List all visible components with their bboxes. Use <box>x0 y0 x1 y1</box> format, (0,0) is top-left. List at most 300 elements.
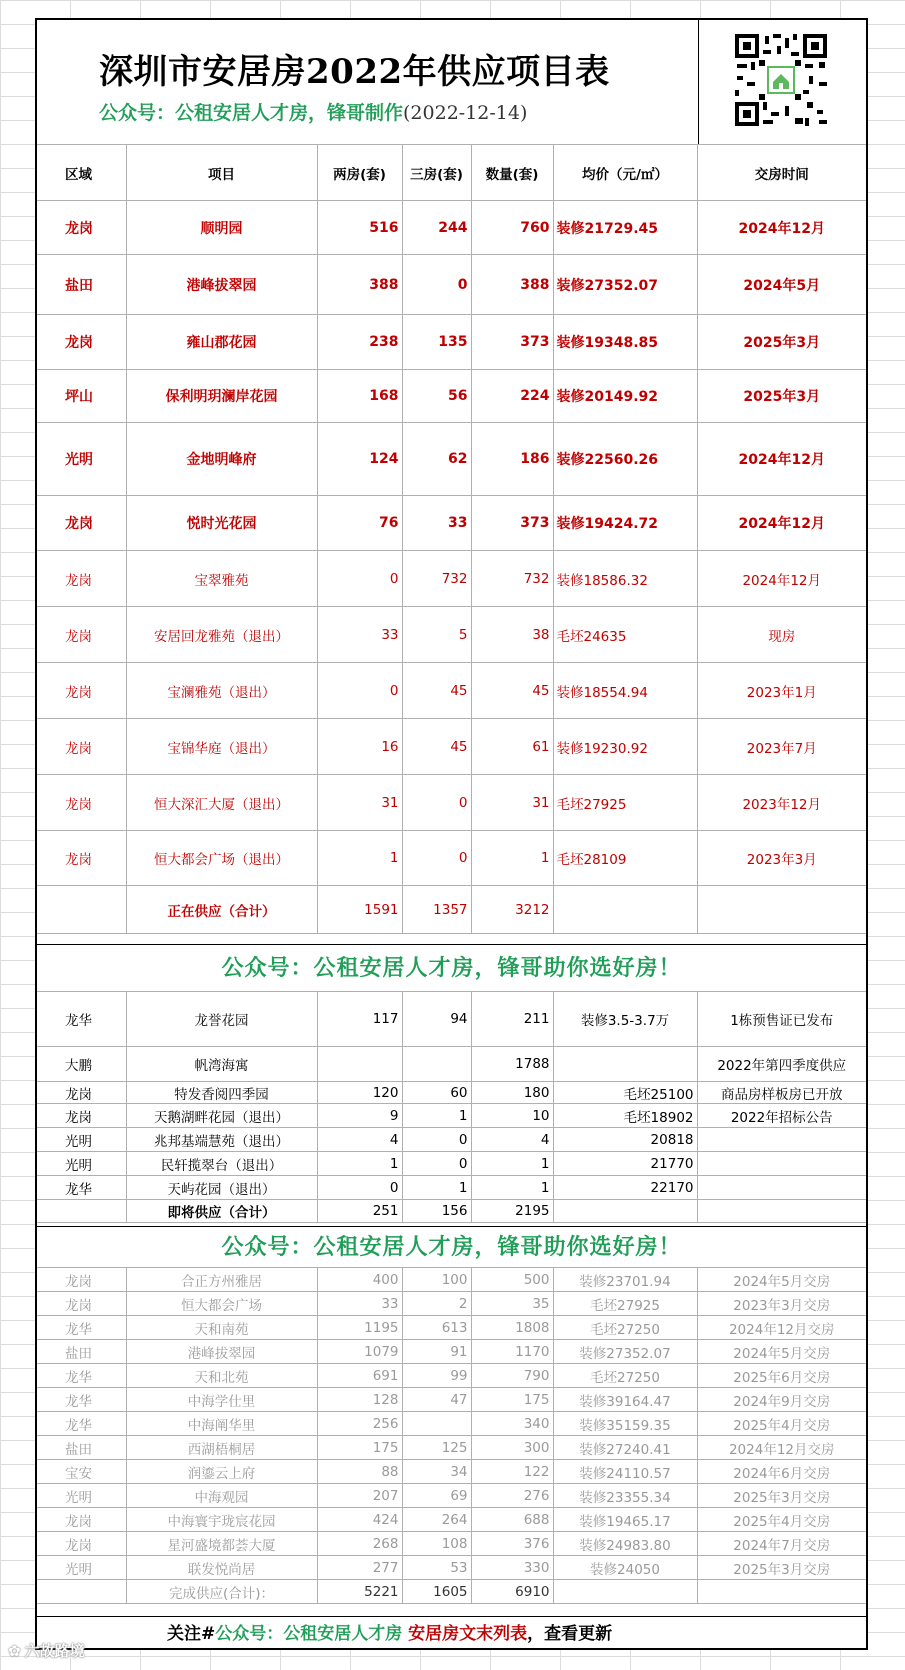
cell-total: 760 <box>471 201 553 255</box>
cell-three: 2 <box>402 1292 471 1316</box>
cell-district: 龙岗 <box>37 496 126 551</box>
cell-price: 装修35159.35 <box>553 1412 697 1436</box>
cell-district: 盐田 <box>37 1340 126 1364</box>
cell-two: 33 <box>317 1292 402 1316</box>
cell-district: 龙华 <box>37 1412 126 1436</box>
cell-price <box>553 1047 697 1082</box>
table-row <box>37 1128 866 1152</box>
cell-district: 宝安 <box>37 1460 126 1484</box>
cell-price: 装修18554.94 <box>553 663 697 719</box>
qr-code-icon <box>733 32 829 128</box>
table-row <box>37 1340 866 1364</box>
table-row <box>37 1556 866 1580</box>
cell-two: 0 <box>317 1176 402 1200</box>
cell-price: 装修23701.94 <box>553 1268 697 1292</box>
cell-total: 38 <box>471 607 553 663</box>
cell-three <box>402 1412 471 1436</box>
cell-three: 5 <box>402 607 471 663</box>
cell-price: 毛坯27925 <box>553 775 697 831</box>
cell-delivery <box>697 1152 866 1176</box>
cell-three: 56 <box>402 370 471 423</box>
cell-district: 龙华 <box>37 1388 126 1412</box>
cell-price: 毛坯25100 <box>553 1082 697 1104</box>
current-supply-table <box>37 144 866 934</box>
cell-delivery: 2024年12月 <box>697 551 866 607</box>
cell-project: 天鹅湖畔花园（退出） <box>126 1104 317 1128</box>
cell-two: 1079 <box>317 1340 402 1364</box>
table-row <box>37 551 866 607</box>
cell-total: 1 <box>471 1176 553 1200</box>
table-row <box>37 1460 866 1484</box>
cell-district: 龙华 <box>37 992 126 1047</box>
cell-two: 238 <box>317 315 402 370</box>
column-header-row <box>37 145 866 201</box>
cell-district: 坪山 <box>37 370 126 423</box>
table-row <box>37 663 866 719</box>
cell-three <box>402 1047 471 1082</box>
cell-two: 691 <box>317 1364 402 1388</box>
cell-district: 龙岗 <box>37 1104 126 1128</box>
cell-total: 1 <box>471 831 553 886</box>
total-three: 1357 <box>402 886 471 934</box>
cell-total: 373 <box>471 496 553 551</box>
cell-two: 400 <box>317 1268 402 1292</box>
cell-price: 装修27240.41 <box>553 1436 697 1460</box>
cell-empty <box>553 1580 697 1604</box>
cell-three: 100 <box>402 1268 471 1292</box>
cell-total: 330 <box>471 1556 553 1580</box>
cell-price: 装修39164.47 <box>553 1388 697 1412</box>
cell-delivery: 2025年4月交房 <box>697 1412 866 1436</box>
cell-total: 300 <box>471 1436 553 1460</box>
table-row <box>37 1104 866 1128</box>
cell-total: 388 <box>471 255 553 315</box>
cell-total: 4 <box>471 1128 553 1152</box>
cell-delivery: 2022年招标公告 <box>697 1104 866 1128</box>
total-row <box>37 886 866 934</box>
cell-project: 顺明园 <box>126 201 317 255</box>
table-row <box>37 1532 866 1556</box>
table-row <box>37 1082 866 1104</box>
cell-total: 61 <box>471 719 553 775</box>
promo-banner: 公众号：公租安居人才房，锋哥助你选好房！ <box>37 1226 866 1268</box>
cell-two: 4 <box>317 1128 402 1152</box>
cell-district: 龙岗 <box>37 663 126 719</box>
cell-price: 毛坯27250 <box>553 1364 697 1388</box>
page-subtitle <box>99 98 527 125</box>
footer-follow: 关注# <box>167 1624 216 1644</box>
cell-three: 244 <box>402 201 471 255</box>
total-label: 完成供应(合计)： <box>126 1580 317 1604</box>
table-row <box>37 1436 866 1460</box>
table-row <box>37 1364 866 1388</box>
cell-project: 特发香阅四季园 <box>126 1082 317 1104</box>
total-row <box>37 1200 866 1223</box>
cell-three: 732 <box>402 551 471 607</box>
cell-three: 1 <box>402 1176 471 1200</box>
footer-update: ，查看更新 <box>527 1624 613 1644</box>
cell-total: 224 <box>471 370 553 423</box>
cell-three: 47 <box>402 1388 471 1412</box>
cell-three: 135 <box>402 315 471 370</box>
cell-district: 光明 <box>37 1128 126 1152</box>
table-row <box>37 201 866 255</box>
cell-three: 1 <box>402 1104 471 1128</box>
cell-price: 装修24050 <box>553 1556 697 1580</box>
cell-delivery: 2024年6月交房 <box>697 1460 866 1484</box>
cell-two: 268 <box>317 1532 402 1556</box>
cell-two: 207 <box>317 1484 402 1508</box>
cell-total: 276 <box>471 1484 553 1508</box>
cell-empty <box>553 886 697 934</box>
cell-project: 天屿花园（退出） <box>126 1176 317 1200</box>
cell-three: 0 <box>402 1152 471 1176</box>
cell-project: 保利明玥澜岸花园 <box>126 370 317 423</box>
cell-empty <box>37 1200 126 1223</box>
total-quantity: 3212 <box>471 886 553 934</box>
cell-price: 装修20149.92 <box>553 370 697 423</box>
col-two-room: 两房(套) <box>317 145 402 201</box>
cell-two: 117 <box>317 992 402 1047</box>
cell-total: 122 <box>471 1460 553 1484</box>
cell-price: 20818 <box>553 1128 697 1152</box>
cell-two: 0 <box>317 663 402 719</box>
cell-district: 龙岗 <box>37 831 126 886</box>
cell-three: 99 <box>402 1364 471 1388</box>
cell-two: 128 <box>317 1388 402 1412</box>
cell-three: 613 <box>402 1316 471 1340</box>
cell-two: 277 <box>317 1556 402 1580</box>
cell-two: 88 <box>317 1460 402 1484</box>
cell-project: 宝澜雅苑（退出） <box>126 663 317 719</box>
cell-total: 688 <box>471 1508 553 1532</box>
cell-empty <box>37 1580 126 1604</box>
cell-project: 金地明峰府 <box>126 423 317 496</box>
cell-project: 龙誉花园 <box>126 992 317 1047</box>
cell-total: 1170 <box>471 1340 553 1364</box>
col-project: 项目 <box>126 145 317 201</box>
cell-price: 装修19348.85 <box>553 315 697 370</box>
total-row <box>37 1580 866 1604</box>
cell-three: 45 <box>402 719 471 775</box>
cell-two: 76 <box>317 496 402 551</box>
total-label: 即将供应（合计） <box>126 1200 317 1223</box>
cell-district: 龙华 <box>37 1316 126 1340</box>
cell-district: 龙岗 <box>37 1508 126 1532</box>
cell-total: 1788 <box>471 1047 553 1082</box>
table-row <box>37 1484 866 1508</box>
cell-delivery: 现房 <box>697 607 866 663</box>
cell-district: 龙岗 <box>37 551 126 607</box>
cell-three: 91 <box>402 1340 471 1364</box>
cell-total: 790 <box>471 1364 553 1388</box>
total-three: 1605 <box>402 1580 471 1604</box>
cell-delivery: 商品房样板房已开放 <box>697 1082 866 1104</box>
cell-total: 35 <box>471 1292 553 1316</box>
cell-price: 装修19465.17 <box>553 1508 697 1532</box>
col-avg-price: 均价（元/㎡） <box>553 145 697 201</box>
cell-delivery: 2022年第四季度供应 <box>697 1047 866 1082</box>
cell-two: 168 <box>317 370 402 423</box>
table-row <box>37 496 866 551</box>
total-quantity: 2195 <box>471 1200 553 1223</box>
cell-two: 120 <box>317 1082 402 1104</box>
cell-two: 388 <box>317 255 402 315</box>
cell-three: 0 <box>402 1128 471 1152</box>
cell-district: 龙岗 <box>37 1082 126 1104</box>
cell-district: 盐田 <box>37 1436 126 1460</box>
cell-two: 1195 <box>317 1316 402 1340</box>
cell-project: 星河盛境都荟大厦 <box>126 1532 317 1556</box>
cell-project: 兆邦基端慧苑（退出） <box>126 1128 317 1152</box>
watermark-text: 六故路境 <box>24 1642 85 1660</box>
col-quantity: 数量(套) <box>471 145 553 201</box>
cell-three: 0 <box>402 775 471 831</box>
cell-delivery: 2023年7月 <box>697 719 866 775</box>
table-row <box>37 1388 866 1412</box>
promo-banner: 公众号：公租安居人才房，锋哥助你选好房！ <box>37 944 866 992</box>
cell-price: 装修27352.07 <box>553 1340 697 1364</box>
cell-project: 中海寰宇珑宸花园 <box>126 1508 317 1532</box>
cell-price: 装修23355.34 <box>553 1484 697 1508</box>
cell-project: 帆湾海寓 <box>126 1047 317 1082</box>
table-row <box>37 775 866 831</box>
table-row <box>37 1292 866 1316</box>
cell-delivery: 2024年9月交房 <box>697 1388 866 1412</box>
completed-supply-table <box>37 1267 866 1604</box>
col-district: 区域 <box>37 145 126 201</box>
cell-project: 合正方州雅居 <box>126 1268 317 1292</box>
total-two: 5221 <box>317 1580 402 1604</box>
table-row <box>37 831 866 886</box>
cell-price: 装修21729.45 <box>553 201 697 255</box>
cell-price: 22170 <box>553 1176 697 1200</box>
table-row <box>37 1176 866 1200</box>
table-row <box>37 607 866 663</box>
table-row <box>37 1412 866 1436</box>
cell-delivery: 2023年1月 <box>697 663 866 719</box>
table-row <box>37 1508 866 1532</box>
cell-district: 大鹏 <box>37 1047 126 1082</box>
cell-district: 龙岗 <box>37 719 126 775</box>
cell-delivery: 2024年12月 <box>697 496 866 551</box>
cell-total: 1808 <box>471 1316 553 1340</box>
cell-district: 龙岗 <box>37 1532 126 1556</box>
table-row <box>37 1152 866 1176</box>
footer-list-link[interactable]: 安居房文末列表 <box>408 1624 528 1644</box>
subtitle-date: (2022-12-14) <box>403 102 528 124</box>
cell-delivery: 2024年12月交房 <box>697 1316 866 1340</box>
cell-price: 装修27352.07 <box>553 255 697 315</box>
cell-empty <box>553 1200 697 1223</box>
cell-total: 186 <box>471 423 553 496</box>
cell-total: 376 <box>471 1532 553 1556</box>
cell-district: 龙岗 <box>37 201 126 255</box>
cell-three: 62 <box>402 423 471 496</box>
total-label: 正在供应（合计） <box>126 886 317 934</box>
cell-delivery: 2024年5月 <box>697 255 866 315</box>
cell-total: 340 <box>471 1412 553 1436</box>
cell-delivery: 2025年3月 <box>697 315 866 370</box>
table-row <box>37 1047 866 1082</box>
cell-two: 424 <box>317 1508 402 1532</box>
cell-project: 恒大都会广场 <box>126 1292 317 1316</box>
cell-price: 装修3.5-3.7万 <box>553 992 697 1047</box>
cell-total: 373 <box>471 315 553 370</box>
cell-project: 中海阐华里 <box>126 1412 317 1436</box>
cell-delivery: 2023年3月交房 <box>697 1292 866 1316</box>
cell-project: 润鎏云上府 <box>126 1460 317 1484</box>
table-row <box>37 1316 866 1340</box>
cell-three: 53 <box>402 1556 471 1580</box>
cell-three: 125 <box>402 1436 471 1460</box>
subtitle-text: 公众号：公租安居人才房，锋哥制作 <box>99 102 404 124</box>
cell-price: 毛坯24635 <box>553 607 697 663</box>
table-row <box>37 315 866 370</box>
cell-three: 60 <box>402 1082 471 1104</box>
cell-empty <box>37 886 126 934</box>
cell-project: 宝锦华庭（退出） <box>126 719 317 775</box>
cell-delivery: 2024年5月交房 <box>697 1268 866 1292</box>
cell-delivery: 2024年12月 <box>697 201 866 255</box>
cell-two: 33 <box>317 607 402 663</box>
cell-project: 安居回龙雅苑（退出） <box>126 607 317 663</box>
cell-three: 0 <box>402 831 471 886</box>
cell-total: 1 <box>471 1152 553 1176</box>
cell-three: 94 <box>402 992 471 1047</box>
cell-three: 33 <box>402 496 471 551</box>
cell-delivery: 2024年7月交房 <box>697 1532 866 1556</box>
cell-delivery: 2024年12月交房 <box>697 1436 866 1460</box>
cell-price: 装修24983.80 <box>553 1532 697 1556</box>
cell-project: 港峰拔翠园 <box>126 1340 317 1364</box>
cell-district: 龙岗 <box>37 607 126 663</box>
cell-project: 雍山郡花园 <box>126 315 317 370</box>
cell-price: 装修19230.92 <box>553 719 697 775</box>
cell-project: 恒大深汇大厦（退出） <box>126 775 317 831</box>
cell-project: 恒大都会广场（退出） <box>126 831 317 886</box>
cell-delivery: 2025年6月交房 <box>697 1364 866 1388</box>
cell-total: 31 <box>471 775 553 831</box>
cell-empty <box>697 1200 866 1223</box>
cell-two: 516 <box>317 201 402 255</box>
cell-project: 中海观园 <box>126 1484 317 1508</box>
cell-price: 毛坯27250 <box>553 1316 697 1340</box>
total-two: 1591 <box>317 886 402 934</box>
table-row <box>37 719 866 775</box>
cell-district: 光明 <box>37 423 126 496</box>
cell-two <box>317 1047 402 1082</box>
cell-three: 34 <box>402 1460 471 1484</box>
cell-district: 龙华 <box>37 1176 126 1200</box>
cell-total: 732 <box>471 551 553 607</box>
cell-price: 毛坯27925 <box>553 1292 697 1316</box>
cell-district: 光明 <box>37 1556 126 1580</box>
cell-three: 0 <box>402 255 471 315</box>
cell-delivery <box>697 1128 866 1152</box>
qr-cell <box>698 20 867 144</box>
page-title: 深圳市安居房2022年供应项目表 <box>99 52 610 92</box>
cell-two: 175 <box>317 1436 402 1460</box>
cell-district: 龙岗 <box>37 1268 126 1292</box>
cell-two: 31 <box>317 775 402 831</box>
cell-project: 西湖梧桐居 <box>126 1436 317 1460</box>
cell-delivery: 1栋预售证已发布 <box>697 992 866 1047</box>
cell-district: 盐田 <box>37 255 126 315</box>
supply-sheet <box>35 18 868 1650</box>
cell-price: 21770 <box>553 1152 697 1176</box>
total-quantity: 6910 <box>471 1580 553 1604</box>
cell-delivery: 2025年4月交房 <box>697 1508 866 1532</box>
cell-three: 45 <box>402 663 471 719</box>
footer-line <box>167 1617 612 1651</box>
cell-project: 天和南苑 <box>126 1316 317 1340</box>
table-row <box>37 370 866 423</box>
watermark <box>8 1640 85 1661</box>
cell-project: 宝翠雅苑 <box>126 551 317 607</box>
cell-two: 1 <box>317 831 402 886</box>
cell-total: 175 <box>471 1388 553 1412</box>
cell-project: 港峰拔翠园 <box>126 255 317 315</box>
cell-delivery: 2024年5月交房 <box>697 1340 866 1364</box>
total-two: 251 <box>317 1200 402 1223</box>
table-row <box>37 992 866 1047</box>
cell-project: 中海学仕里 <box>126 1388 317 1412</box>
cell-empty <box>697 1580 866 1604</box>
cell-total: 180 <box>471 1082 553 1104</box>
cell-price: 装修19424.72 <box>553 496 697 551</box>
table-row <box>37 423 866 496</box>
cell-price: 装修18586.32 <box>553 551 697 607</box>
cell-two: 256 <box>317 1412 402 1436</box>
cell-price: 装修24110.57 <box>553 1460 697 1484</box>
cell-total: 45 <box>471 663 553 719</box>
footer-note <box>37 1616 866 1651</box>
cell-district: 龙岗 <box>37 775 126 831</box>
cell-district: 光明 <box>37 1484 126 1508</box>
footer-account: 公众号：公租安居人才房 <box>215 1624 409 1644</box>
cell-three: 264 <box>402 1508 471 1532</box>
cell-three: 108 <box>402 1532 471 1556</box>
cell-district: 龙岗 <box>37 315 126 370</box>
upcoming-supply-table <box>37 991 866 1223</box>
cell-two: 9 <box>317 1104 402 1128</box>
cell-total: 211 <box>471 992 553 1047</box>
cell-delivery: 2025年3月 <box>697 370 866 423</box>
cell-empty <box>697 886 866 934</box>
cell-delivery: 2024年12月 <box>697 423 866 496</box>
table-row <box>37 1268 866 1292</box>
total-three: 156 <box>402 1200 471 1223</box>
cell-project: 民轩揽翠台（退出） <box>126 1152 317 1176</box>
cell-delivery: 2023年3月 <box>697 831 866 886</box>
cell-price: 毛坯18902 <box>553 1104 697 1128</box>
cell-project: 联发悦尚居 <box>126 1556 317 1580</box>
cell-total: 500 <box>471 1268 553 1292</box>
cell-three: 69 <box>402 1484 471 1508</box>
cell-district: 光明 <box>37 1152 126 1176</box>
sheet-header <box>37 20 866 145</box>
cell-district: 龙华 <box>37 1364 126 1388</box>
cell-project: 天和北苑 <box>126 1364 317 1388</box>
cell-delivery: 2023年12月 <box>697 775 866 831</box>
col-three-room: 三房(套) <box>402 145 471 201</box>
cell-delivery: 2025年3月交房 <box>697 1484 866 1508</box>
cell-delivery <box>697 1176 866 1200</box>
cell-delivery: 2025年3月交房 <box>697 1556 866 1580</box>
cell-two: 1 <box>317 1152 402 1176</box>
col-delivery: 交房时间 <box>697 145 866 201</box>
